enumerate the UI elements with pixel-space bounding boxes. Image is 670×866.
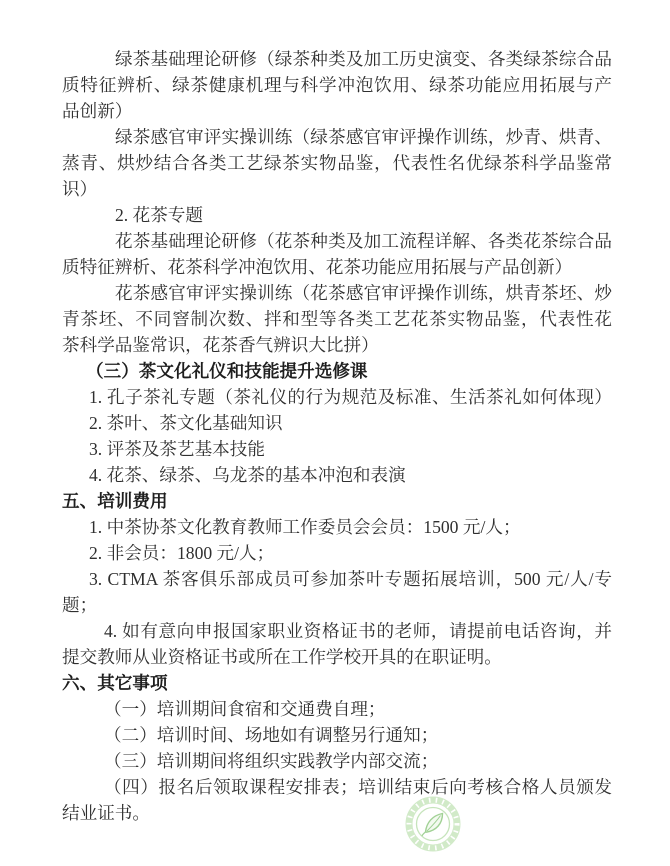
doc-line: 结业证书。	[62, 803, 150, 823]
doc-line: 质特征辨析、花茶科学冲泡饮用、花茶功能应用拓展与产品创新）	[62, 257, 573, 277]
doc-line: （一）培训期间食宿和交通费自理；	[104, 699, 386, 719]
doc-line: 青茶坯、不同窨制次数、拌和型等各类工艺花茶实物品鉴，代表性花	[62, 309, 612, 329]
doc-line: 提交教师从业资格证书或所在工作学校开具的在职证明。	[62, 647, 502, 667]
doc-line: 五、培训费用	[62, 491, 168, 511]
doc-line: 3. CTMA 茶客俱乐部成员可参加茶叶专题拓展培训，500 元/人/专	[89, 569, 612, 589]
doc-line: 识）	[62, 179, 98, 199]
doc-line: 2. 茶叶、茶文化基础知识	[89, 413, 283, 433]
document-body	[62, 46, 612, 826]
doc-line: （三）茶文化礼仪和技能提升选修课	[86, 361, 368, 381]
doc-line: （三）培训期间将组织实践教学内部交流；	[104, 751, 439, 771]
doc-line: 1. 中茶协茶文化教育教师工作委员会会员：1500 元/人；	[89, 517, 521, 537]
doc-line: 3. 评茶及茶艺基本技能	[89, 439, 265, 459]
doc-line: 1. 孔子茶礼专题（茶礼仪的行为规范及标准、生活茶礼如何体现）	[89, 387, 612, 407]
doc-line: 绿茶基础理论研修（绿茶种类及加工历史演变、各类绿茶综合品	[115, 49, 612, 69]
doc-line: （二）培训时间、场地如有调整另行通知；	[104, 725, 439, 745]
doc-line: 茶科学品鉴常识，花茶香气辨识大比拼）	[62, 335, 379, 355]
doc-line: 题；	[62, 595, 98, 615]
doc-line: 花茶感官审评实操训练（花茶感官审评操作训练，烘青茶坯、炒	[115, 283, 612, 303]
doc-line: 4. 花茶、绿茶、乌龙茶的基本冲泡和表演	[89, 465, 406, 485]
doc-line: 2. 非会员：1800 元/人；	[89, 543, 275, 563]
doc-line: 质特征辨析、绿茶健康机理与科学冲泡饮用、绿茶功能应用拓展与产	[62, 75, 612, 95]
doc-line: 蒸青、烘炒结合各类工艺绿茶实物品鉴，代表性名优绿茶科学品鉴常	[62, 153, 612, 173]
doc-line: 六、其它事项	[62, 673, 168, 693]
doc-line: 花茶基础理论研修（花茶种类及加工流程详解、各类花茶综合品	[115, 231, 612, 251]
doc-line: 绿茶感官审评实操训练（绿茶感官审评操作训练，炒青、烘青、	[115, 127, 612, 147]
doc-line: （四）报名后领取课程安排表；培训结束后向考核合格人员颁发	[104, 777, 612, 797]
doc-line: 4. 如有意向申报国家职业资格证书的老师，请提前电话咨询，并	[104, 621, 612, 641]
doc-line: 2. 花茶专题	[115, 205, 203, 225]
doc-line: 品创新）	[62, 101, 133, 121]
